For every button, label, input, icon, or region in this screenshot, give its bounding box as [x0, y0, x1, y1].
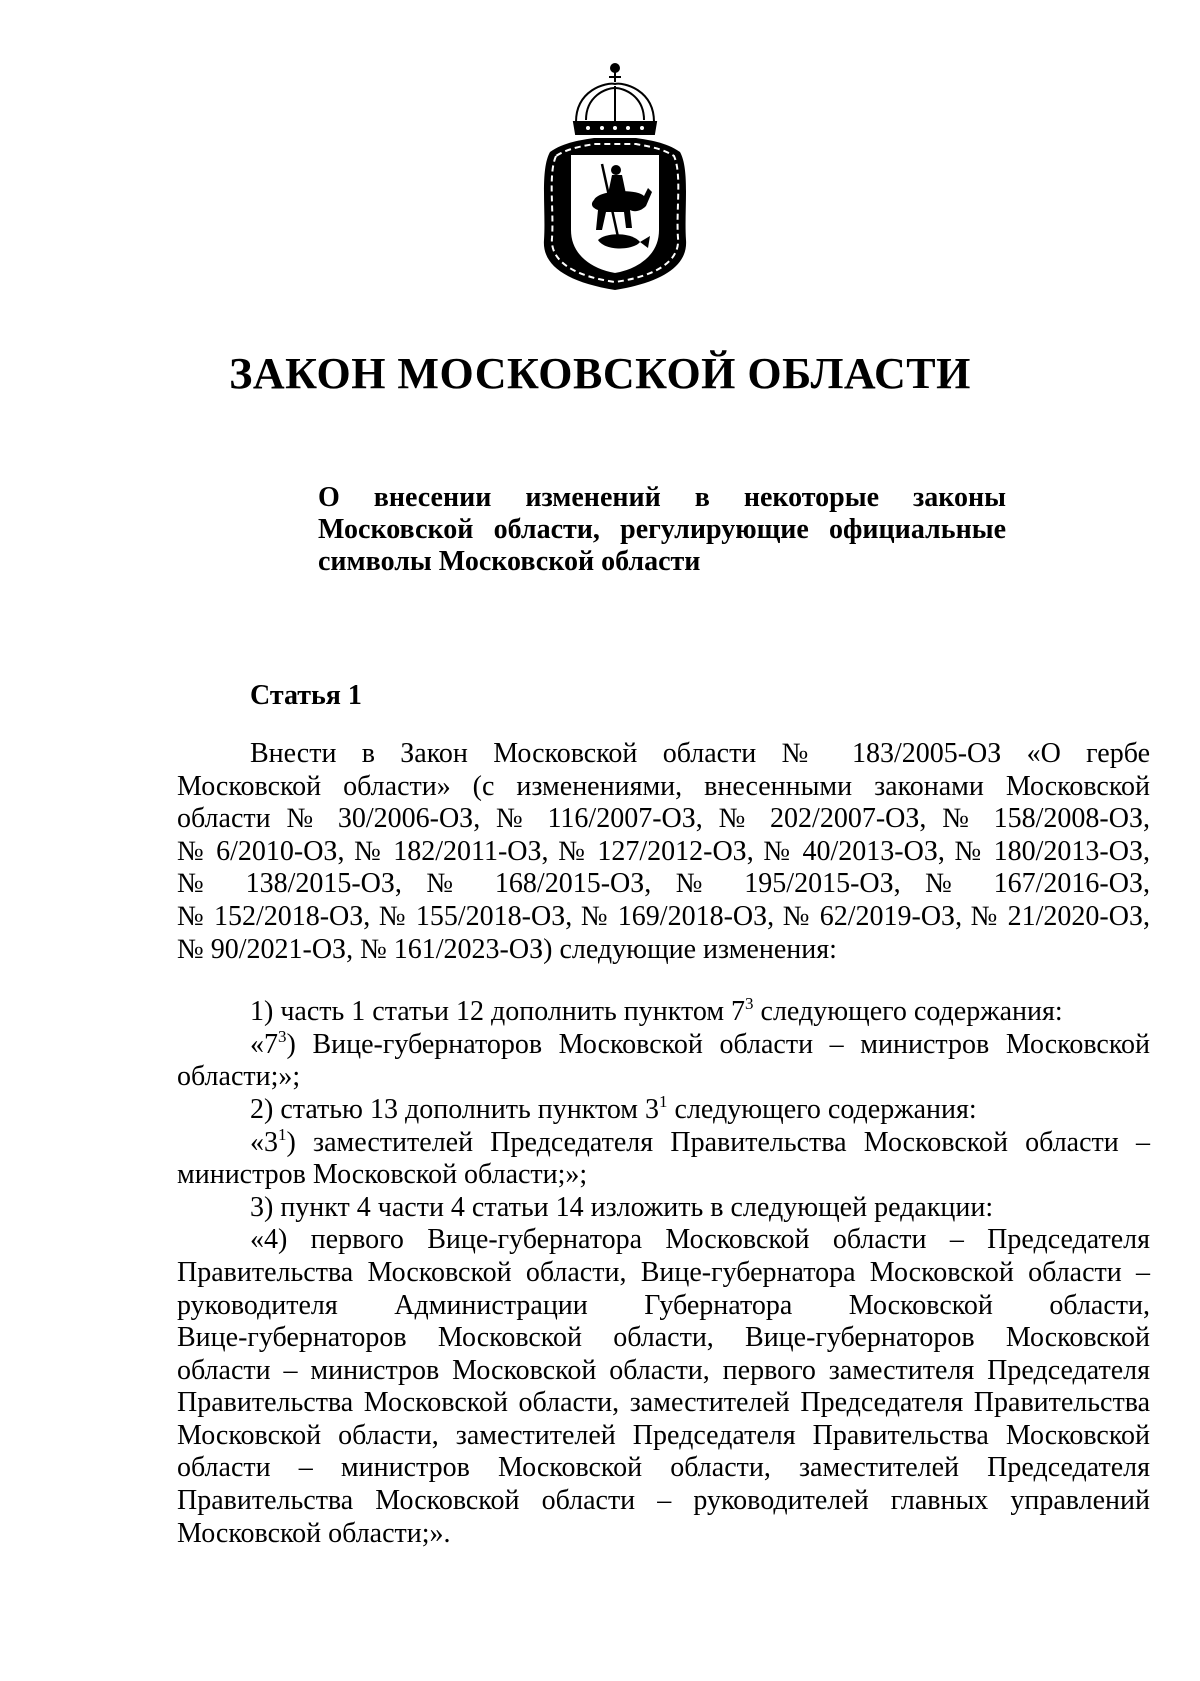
law-subject [318, 482, 1006, 578]
subject-line: Московской области, регулирующие официальные [318, 514, 1006, 545]
amendment-quote-3-line: Правительства Московской области – руководителей главных управлений [177, 1485, 1150, 1517]
amendment-quote-3-line: области – министров Московской области, первого заместителя Председателя [177, 1354, 1150, 1386]
amendment-quote-2-cont: министров Московской области;»; [177, 1159, 588, 1191]
intro-line: № 6/2010-ОЗ, № 182/2011-ОЗ, № 127/2012-ОЗ, № 40/2013-ОЗ, № 180/2013-ОЗ, [177, 835, 1150, 867]
superscript: 3 [745, 994, 754, 1014]
intro-line: № 90/2021-ОЗ, № 161/2023-ОЗ) следующие изменения: [177, 933, 837, 965]
quote-text: «7 [250, 1028, 278, 1060]
amendment-item-2 [177, 1091, 1150, 1127]
intro-line: Внести в Закон Московской области № 183/2005-ОЗ «О гербе [250, 738, 1150, 769]
amendment-quote-3-line: Московской области;». [177, 1517, 451, 1549]
coat-of-arms-icon [536, 60, 694, 292]
amendment-quote-3-line: Вице-губернаторов Московской области, Вице-губернаторов Московской [177, 1322, 1150, 1354]
amendment-quote-3-line: Правительства Московской области, Вице-губернатора Московской области – [177, 1256, 1150, 1288]
quote-text: «3 [250, 1126, 278, 1158]
quote-text: ) Вице-губернаторов Московской области – министров Московской [286, 1028, 1150, 1060]
amendment-quote-3-line: «4) первого Вице-губернатора Московской области – Председателя [250, 1224, 1150, 1256]
amendment-quote-3-line: Московской области, заместителей Председателя Правительства Московской [177, 1419, 1150, 1451]
amendment-item-1 [177, 996, 1150, 1029]
amendment-quote-3-line: области – министров Московской области, заместителей Председателя [177, 1452, 1150, 1484]
subject-line: О внесении изменений в некоторые законы [318, 482, 1006, 513]
law-title: ЗАКОН МОСКОВСКОЙ ОБЛАСТИ [229, 349, 971, 398]
amendment-quote-3-line: руководителя Администрации Губернатора Московской области, [177, 1289, 1150, 1321]
crown-icon [574, 64, 656, 134]
amendment-quote-1 [177, 1026, 1150, 1062]
amendment-quote-1-cont: области;»; [177, 1061, 301, 1093]
amendment-quote-2 [177, 1124, 1150, 1160]
intro-line: Московской области» (с изменениями, внесенными законами Московской [177, 770, 1150, 802]
intro-line: № 138/2015-ОЗ, № 168/2015-ОЗ, № 195/2015-ОЗ, № 167/2016-ОЗ, [177, 868, 1150, 900]
superscript: 1 [659, 1091, 668, 1111]
item-text: следующего содержания: [753, 996, 1063, 1028]
amendment-item-3: 3) пункт 4 части 4 статьи 14 изложить в следующей редакции: [250, 1191, 994, 1223]
article-body [177, 738, 1150, 1550]
intro-line: области № 30/2006-ОЗ, № 116/2007-ОЗ, № 202/2007-ОЗ, № 158/2008-ОЗ, [177, 803, 1150, 835]
item-text: 1) часть 1 статьи 12 дополнить пунктом 7 [250, 996, 746, 1028]
quote-text: ) заместителей Председателя Правительства Московской области – [286, 1126, 1150, 1158]
item-text: следующего содержания: [667, 1093, 977, 1125]
paragraph-gap [177, 966, 1150, 996]
amendment-quote-3-line: Правительства Московской области, заместителей Председателя Правительства [177, 1387, 1150, 1419]
superscript: 3 [278, 1026, 287, 1046]
superscript: 1 [278, 1124, 287, 1144]
item-text: 2) статью 13 дополнить пунктом 3 [250, 1093, 660, 1125]
article-title: Статья 1 [250, 680, 362, 711]
intro-line: № 152/2018-ОЗ, № 155/2018-ОЗ, № 169/2018-ОЗ, № 62/2019-ОЗ, № 21/2020-ОЗ, [177, 900, 1150, 932]
subject-line: символы Московской области [318, 546, 701, 577]
